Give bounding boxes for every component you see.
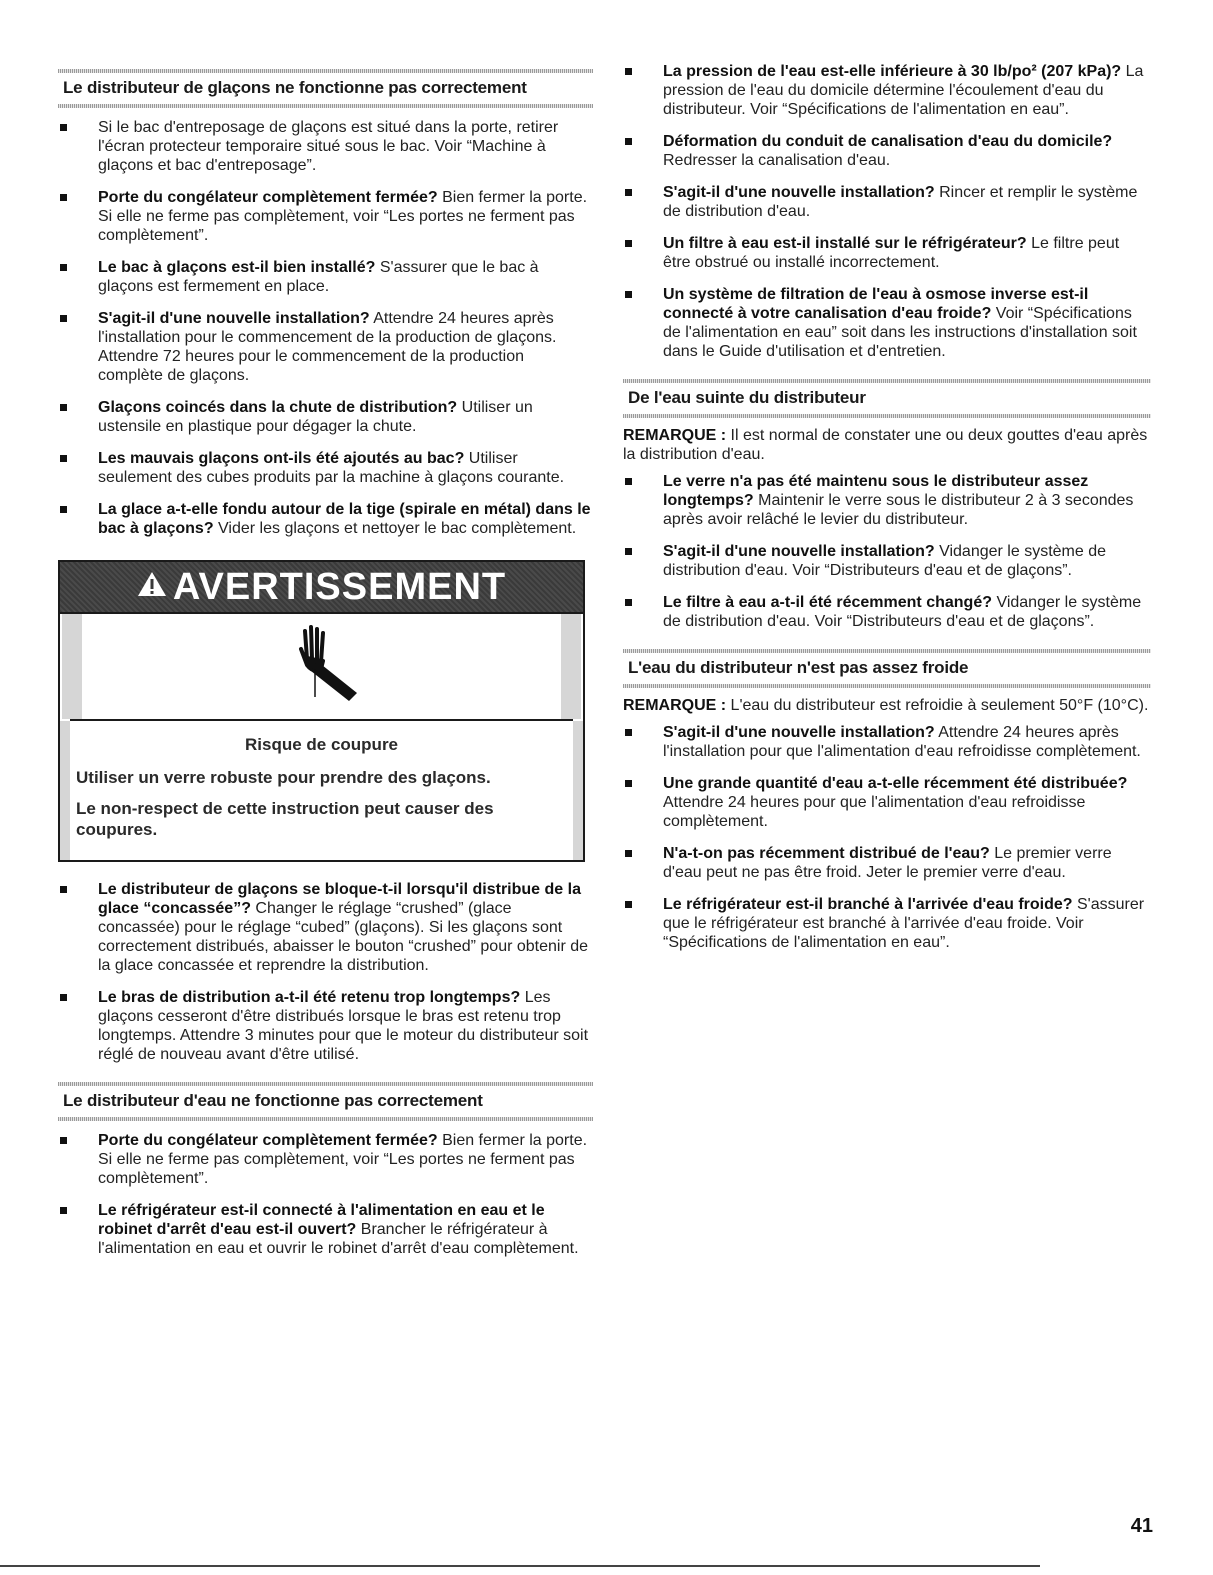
- list-item: Le réfrigérateur est-il branché à l'arrivée d'eau froide? S'assurer que le réfrigérateur est branché à l'arrivée d'eau froide. Voir “Spécifications de l'alimentation en eau”.: [623, 895, 1151, 952]
- section-heading-ice-dispenser: [58, 64, 593, 108]
- list-item: Un système de filtration de l'eau à osmose inverse est-il connecté à votre canalisation d'eau froide? Voir “Spécifications de l'alimentation en eau” soit dans les instructions d'installation soit dans le Guide d'utilisation et d'entretien.: [623, 285, 1151, 361]
- water-dispenser-list: [58, 1131, 593, 1258]
- list-item: S'agit-il d'une nouvelle installation? Attendre 24 heures après l'installation pour que l'alimentation d'eau refroidisse complètement.: [623, 723, 1151, 761]
- section-title: De l'eau suinte du distributeur: [628, 388, 866, 407]
- bullet-icon: [60, 1207, 67, 1214]
- heading-rule-top: [623, 379, 1151, 383]
- note-paragraph: REMARQUE : L'eau du distributeur est refroidie à seulement 50°F (10°C).: [623, 697, 1149, 714]
- page-number: 41: [1130, 1515, 1153, 1537]
- water-drips-list: [623, 472, 1151, 631]
- warning-consequence: Le non-respect de cette instruction peut causer des coupures.: [76, 799, 494, 839]
- warning-risk: Risque de coupure: [244, 735, 399, 754]
- list-item: Un filtre à eau est-il installé sur le réfrigérateur? Le filtre peut être obstrué ou installé incorrectement.: [623, 234, 1151, 272]
- list-item: Une grande quantité d'eau a-t-elle récemment été distribuée? Attendre 24 heures pour que l'alimentation d'eau refroidisse complètement.: [623, 774, 1151, 831]
- ice-dispenser-list-continued: [58, 880, 593, 1064]
- warning-triangle-icon: [137, 569, 167, 606]
- list-item: La glace a-t-elle fondu autour de la tige (spirale en métal) dans le bac à glaçons? Vider les glaçons et nettoyer le bac complètement.: [58, 500, 593, 538]
- bullet-icon: [60, 315, 67, 322]
- bullet-icon: [625, 548, 632, 555]
- left-column: [58, 64, 593, 1271]
- bullet-icon: [60, 264, 67, 271]
- list-item: Le bras de distribution a-t-il été retenu trop longtemps? Les glaçons cesseront d'être distribués lorsque le bras est retenu trop longtemps. Attendre 3 minutes pour que le moteur du distributeur soit réglé de nouveau avant d'être utilisé.: [58, 988, 593, 1064]
- bullet-icon: [60, 404, 67, 411]
- list-item: S'agit-il d'une nouvelle installation? Vidanger le système de distribution d'eau. Voir “Distributeurs d'eau et de glaçons”.: [623, 542, 1151, 580]
- section-heading-water-not-cold: [623, 644, 1151, 688]
- bullet-icon: [625, 850, 632, 857]
- bullet-icon: [60, 455, 67, 462]
- heading-rule-bottom: [623, 684, 1151, 688]
- list-item: Porte du congélateur complètement fermée? Bien fermer la porte. Si elle ne ferme pas complètement, voir “Les portes ne ferment pas complètement”.: [58, 188, 593, 245]
- list-item: Le bac à glaçons est-il bien installé? S'assurer que le bac à glaçons est fermement en place.: [58, 258, 593, 296]
- section-heading-water-dispenser: [58, 1077, 593, 1121]
- bullet-icon: [60, 506, 67, 513]
- heading-rule-top: [58, 1082, 593, 1086]
- list-item: Glaçons coincés dans la chute de distribution? Utiliser un ustensile en plastique pour dégager la chute.: [58, 398, 593, 436]
- list-item: La pression de l'eau est-elle inférieure à 30 lb/po² (207 kPa)? La pression de l'eau du domicile détermine l'écoulement d'eau du distributeur. Voir “Spécifications de l'alimentation en eau”.: [623, 62, 1151, 119]
- list-item: Porte du congélateur complètement fermée? Bien fermer la porte. Si elle ne ferme pas complètement, voir “Les portes ne ferment pas complètement”.: [58, 1131, 593, 1188]
- right-column: [623, 62, 1151, 965]
- warning-instruction: Utiliser un verre robuste pour prendre des glaçons.: [76, 768, 491, 787]
- heading-rule-bottom: [58, 1117, 593, 1121]
- bullet-icon: [625, 780, 632, 787]
- list-item: N'a-t-on pas récemment distribué de l'eau? Le premier verre d'eau peut ne pas être froid. Jeter le premier verre d'eau.: [623, 844, 1151, 882]
- list-item: Le distributeur de glaçons se bloque-t-il lorsqu'il distribue de la glace “concassée”? Changer le réglage “crushed” (glace concassée) pour le réglage “cubed” (glaçons). Si les glaçons sont correctement distribués, abaisser le bouton “crushed” pour obtenir de la glace concassée et reprendre la distribution.: [58, 880, 593, 975]
- section-title: Le distributeur d'eau ne fonctionne pas correctement: [63, 1091, 483, 1110]
- list-item: Le verre n'a pas été maintenu sous le distributeur assez longtemps? Maintenir le verre sous le distributeur 2 à 3 secondes après avoir relâché le levier du distributeur.: [623, 472, 1151, 529]
- section-title: Le distributeur de glaçons ne fonctionne pas correctement: [63, 78, 527, 97]
- section-title: L'eau du distributeur n'est pas assez froide: [628, 658, 969, 677]
- bullet-icon: [60, 124, 67, 131]
- bullet-icon: [625, 189, 632, 196]
- bullet-icon: [625, 68, 632, 75]
- heading-rule-top: [623, 649, 1151, 653]
- bullet-icon: [60, 1137, 67, 1144]
- heading-rule-top: [58, 69, 593, 73]
- list-item: S'agit-il d'une nouvelle installation? Attendre 24 heures après l'installation pour le commencement de la production de glaçons. Attendre 72 heures pour le commencement de la production complète de glaçons.: [58, 309, 593, 385]
- warning-body: [60, 721, 583, 860]
- ice-dispenser-list: [58, 118, 593, 538]
- bullet-icon: [625, 729, 632, 736]
- bullet-icon: [60, 994, 67, 1001]
- list-item: Le filtre à eau a-t-il été récemment changé? Vidanger le système de distribution d'eau. Voir “Distributeurs d'eau et de glaçons”.: [623, 593, 1151, 631]
- bullet-icon: [625, 138, 632, 145]
- list-item: Le réfrigérateur est-il connecté à l'alimentation en eau et le robinet d'arrêt d'eau est-il ouvert? Brancher le réfrigérateur à l'alimentation en eau et ouvrir le robinet d'arrêt d'eau complètement.: [58, 1201, 593, 1258]
- list-item: Les mauvais glaçons ont-ils été ajoutés au bac? Utiliser seulement des cubes produits par la machine à glaçons courante.: [58, 449, 593, 487]
- list-item: S'agit-il d'une nouvelle installation? Rincer et remplir le système de distribution d'eau.: [623, 183, 1151, 221]
- warning-box: [58, 560, 585, 862]
- list-item: Déformation du conduit de canalisation d'eau du domicile? Redresser la canalisation d'eau.: [623, 132, 1151, 170]
- bullet-icon: [625, 240, 632, 247]
- bullet-icon: [60, 194, 67, 201]
- warning-banner: [60, 562, 583, 614]
- heading-rule-bottom: [58, 104, 593, 108]
- bullet-icon: [625, 599, 632, 606]
- bullet-icon: [60, 886, 67, 893]
- water-dispenser-list-continued: [623, 62, 1151, 361]
- water-not-cold-list: [623, 723, 1151, 952]
- warning-pictogram-area: [60, 614, 583, 719]
- warning-banner-text: AVERTISSEMENT: [172, 565, 507, 608]
- heading-rule-bottom: [623, 414, 1151, 418]
- cut-hand-icon: [277, 619, 367, 714]
- list-item: Si le bac d'entreposage de glaçons est situé dans la porte, retirer l'écran protecteur temporaire situé sous le bac. Voir “Machine à glaçons et bac d'entreposage”.: [58, 118, 593, 175]
- bullet-icon: [625, 901, 632, 908]
- bullet-icon: [625, 478, 632, 485]
- bottom-rule: [0, 1565, 1040, 1567]
- section-heading-water-drips: [623, 374, 1151, 418]
- note-paragraph: REMARQUE : Il est normal de constater une ou deux gouttes d'eau après la distribution d'eau.: [623, 427, 1148, 463]
- bullet-icon: [625, 291, 632, 298]
